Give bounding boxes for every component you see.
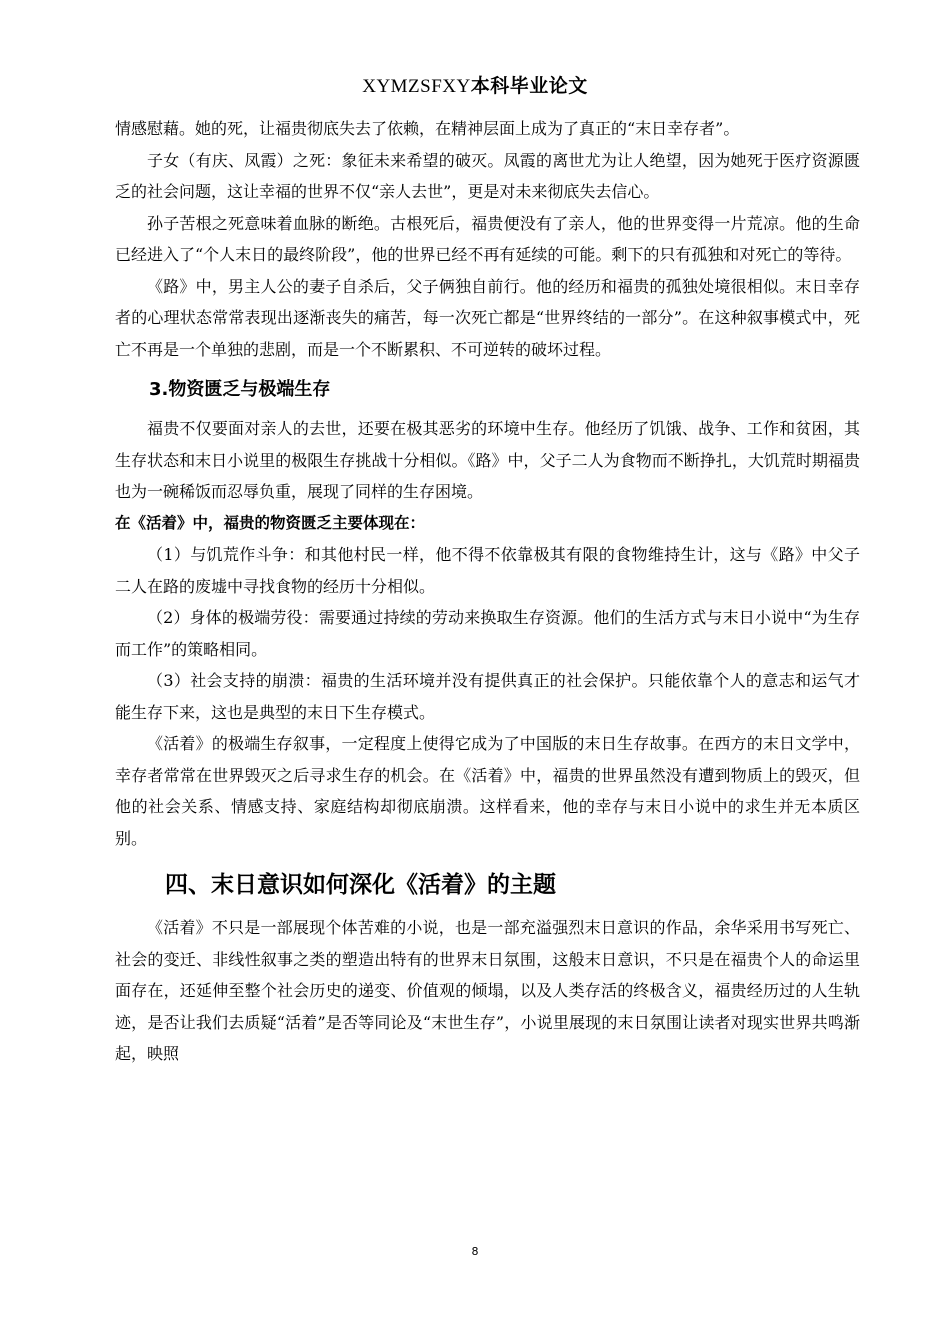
paragraph: 情感慰藉。她的死，让福贵彻底失去了依赖，在精神层面上成为了真正的“末日幸存者”。	[115, 119, 740, 138]
list-item: （3）社会支持的崩溃：福贵的生活环境并没有提供真正的社会保护。只能依靠个人的意志和运气才能生存下来，这也是典型的末日下生存模式。	[115, 671, 860, 722]
page-body	[115, 113, 860, 1070]
page-header	[0, 72, 950, 101]
paragraph: 《路》中，男主人公的妻子自杀后，父子俩独自前行。他的经历和福贵的孤独处境很相似。末日幸存者的心理状态常常表现出逐渐丧失的痛苦，每一次死亡都是“世界终结的一部分”。在这种叙事模式中，死亡不再是一个单独的悲剧，而是一个不断累积、不可逆转的破坏过程。	[115, 276, 860, 359]
paragraph: 福贵不仅要面对亲人的去世，还要在极其恶劣的环境中生存。他经历了饥饿、战争、工作和贫困，其生存状态和末日小说里的极限生存挑战十分相似。《路》中，父子二人为食物而不断挣扎，大饥荒时期福贵也为一碗稀饭而忍辱负重，展现了同样的生存困境。	[115, 419, 860, 501]
header-label: 本科毕业论文	[470, 75, 588, 97]
section-heading: 3.物资匮乏与极端生存	[149, 379, 331, 400]
bold-lead-line: 在《活着》中，福贵的物资匮乏主要体现在：	[115, 513, 426, 532]
paragraph: 《活着》的极端生存叙事，一定程度上使得它成为了中国版的末日生存故事。在西方的末日文学中，幸存者常常在世界毁灭之后寻求生存的机会。在《活着》中，福贵的世界虽然没有遭到物质上的毁灭，但他的社会关系、情感支持、家庭结构却彻底崩溃。这样看来，他的幸存与末日小说中的求生并无本质区别。	[115, 734, 860, 848]
paragraph: 子女（有庆、凤霞）之死：象征未来希望的破灭。凤霞的离世尤为让人绝望，因为她死于医疗资源匮乏的社会问题，这让幸福的世界不仅“亲人去世”，更是对未来彻底失去信心。	[115, 150, 860, 201]
header-code: XYMZSFXY	[362, 76, 471, 97]
list-item: （2）身体的极端劳役：需要通过持续的劳动来换取生存资源。他们的生活方式与末日小说中“为生存而工作”的策略相同。	[115, 608, 860, 659]
paragraph: 孙子苦根之死意味着血脉的断绝。古根死后，福贵便没有了亲人，他的世界变得一片荒凉。他的生命已经进入了“个人末日的最终阶段”，他的世界已经不再有延续的可能。剩下的只有孤独和对死亡的等待。	[115, 213, 860, 264]
list-item: （1）与饥荒作斗争：和其他村民一样，他不得不依靠极其有限的食物维持生计，这与《路》中父子二人在路的废墟中寻找食物的经历十分相似。	[115, 545, 860, 596]
paragraph: 《活着》不只是一部展现个体苦难的小说，也是一部充溢强烈末日意识的作品，余华采用书写死亡、社会的变迁、非线性叙事之类的塑造出特有的世界末日氛围，这般末日意识，不只是在福贵个人的命运里面存在，还延伸至整个社会历史的递变、价值观的倾塌，以及人类存活的终极含义，福贵经历过的人生轨迹，是否让我们去质疑“活着”是否等同论及“末世生存”，小说里展现的末日氛围让读者对现实世界共鸣渐起，映照	[115, 918, 860, 1063]
chapter-heading: 四、末日意识如何深化《活着》的主题	[165, 872, 556, 898]
page-number: 8	[471, 1245, 479, 1258]
